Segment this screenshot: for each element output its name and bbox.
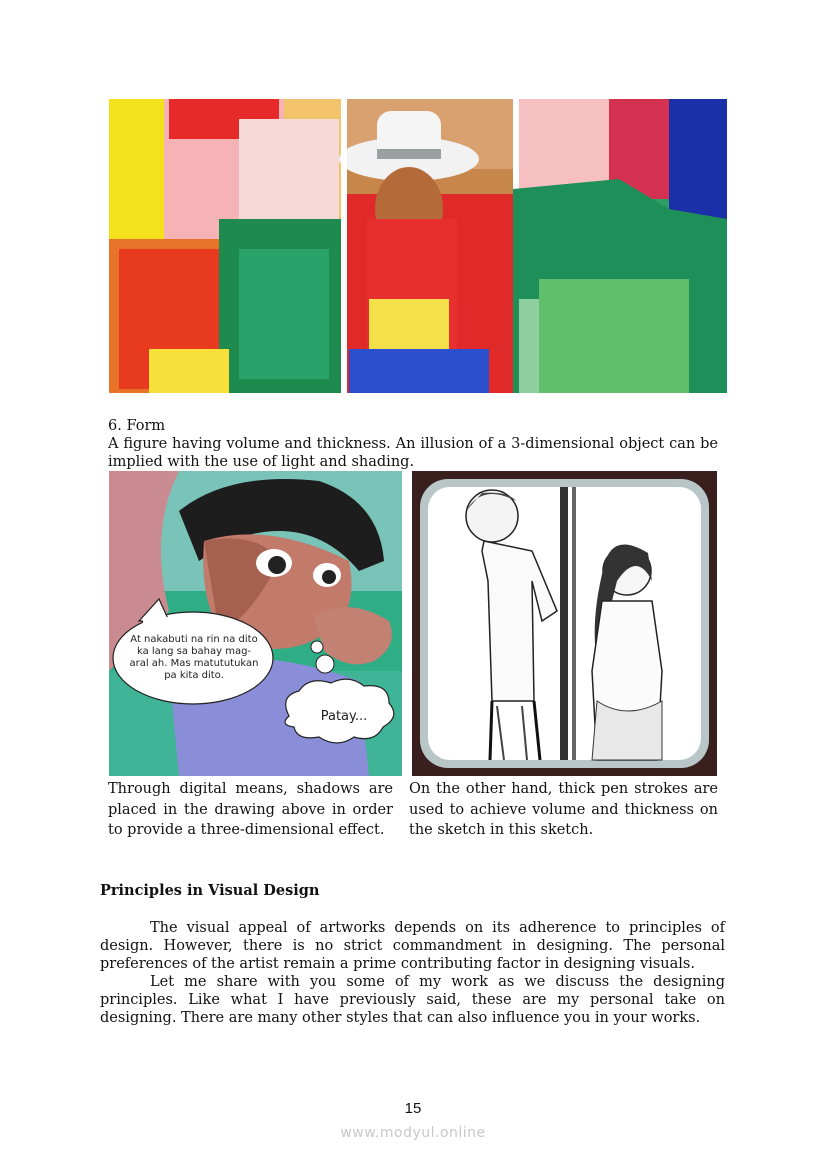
speech-bubble-text: At nakabuti na rin na dito ka lang sa bahay mag-aral ah. Mas matututukan pa kita dito. [129, 634, 259, 681]
form-heading: 6. Form [108, 418, 166, 434]
comic-panel [109, 471, 402, 776]
form-definition: A figure having volume and thickness. An illusion of a 3-dimensional object can be implied with the use of light and shading. [108, 436, 718, 470]
thought-bubble-text: Patay... [320, 709, 368, 724]
comic-caption: Through digital means, shadows are placed in the drawing above in order to provide a three-dimensional effect. [108, 781, 393, 838]
sketch-panel [412, 471, 717, 776]
principles-heading: Principles in Visual Design [100, 882, 320, 899]
principles-paragraph-2: Let me share with you some of my work as we discuss the designing principles. Like what I have previously said, these are my personal take on designing. There are many other styles that can also influence you in your works. [100, 974, 725, 1026]
top-photo-collage [109, 99, 727, 393]
watermark: www.modyul.online [340, 1125, 486, 1141]
page-number: 15 [404, 1100, 422, 1117]
principles-paragraph-1: The visual appeal of artworks depends on its adherence to principles of design. However, there is no strict commandment in designing. The personal preferences of the artist remain a prime contributing factor in designing visuals. [100, 920, 725, 972]
sketch-caption: On the other hand, thick pen strokes are used to achieve volume and thickness on the sketch in this sketch. [409, 781, 718, 838]
